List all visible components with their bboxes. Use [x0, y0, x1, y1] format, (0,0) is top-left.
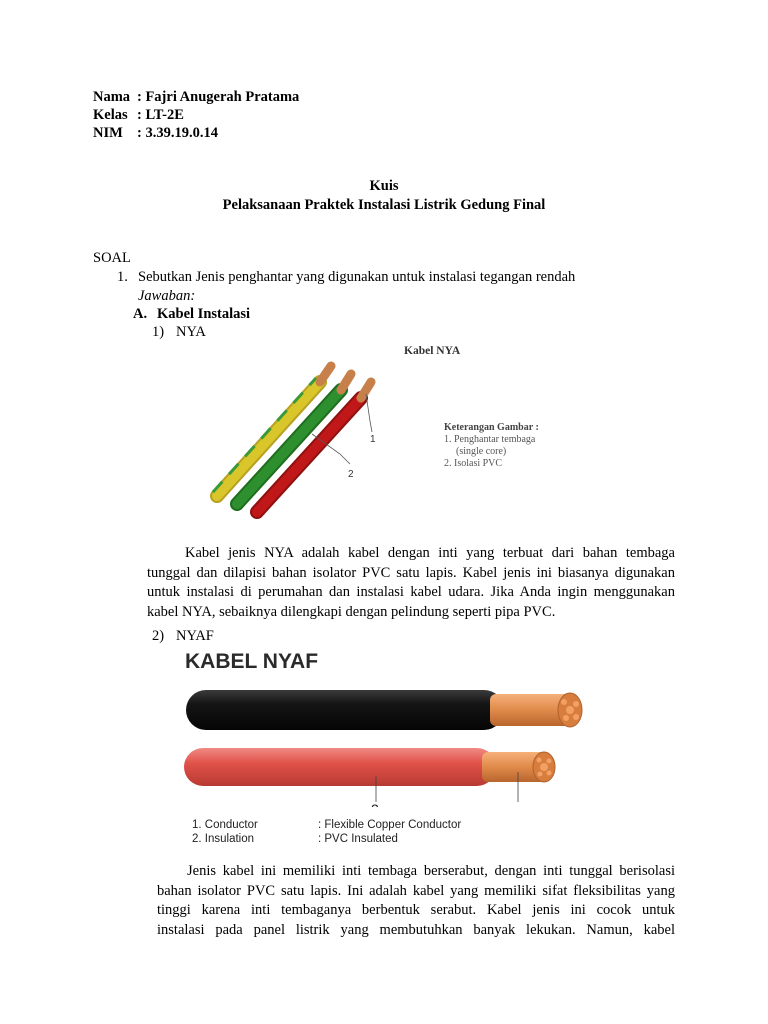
nya-description [147, 544, 675, 622]
soal-heading: SOAL [93, 250, 131, 266]
kelas-label: Kelas [93, 107, 128, 123]
nyaf-cable-black [186, 690, 582, 730]
title-subject: Pelaksanaan Praktek Instalasi Listrik Gedung Final [222, 197, 546, 213]
nyaf-banner-title: KABEL NYAF [185, 650, 319, 673]
nama-label: Nama [93, 89, 131, 105]
nyaf-para-line-2: bahan isolator PVC satu lapis. Ini adalah kabel yang memiliki sifat fleksibilitas yang [157, 882, 675, 899]
nyaf-cable-red [184, 748, 555, 786]
kabel-nyaf-figure [180, 644, 600, 850]
nya-number: 1) [152, 324, 165, 340]
kabel-nya-figure [200, 336, 560, 532]
kelas-value: : LT-2E [137, 107, 184, 123]
nyaf-description [157, 862, 675, 940]
nya-cable-red [257, 382, 371, 512]
nya-para-line-1: Kabel jenis NYA adalah kabel dengan inti yang terbuat dari bahan tembaga [185, 545, 675, 561]
section-a-letter: A. [133, 306, 148, 322]
nya-callout-1: 1 [370, 434, 376, 445]
nyaf-para-line-1: Jenis kabel ini memiliki inti tembaga berserabut, dengan inti tunggal berisolasi [187, 863, 675, 879]
jawaban-label: Jawaban: [138, 288, 196, 304]
nya-legend-title: Keterangan Gambar : [444, 422, 539, 433]
nyaf-title: NYAF [176, 628, 214, 644]
nya-para-line-3: untuk instalasi di perumahan dan instalasi kabel udara. Jika Anda ingin menggunakan [147, 584, 675, 600]
nya-legend-1b: (single core) [456, 446, 507, 457]
nyaf-legend-conductor: 1. Conductor [192, 819, 258, 831]
header-nama [93, 89, 299, 106]
nya-legend-2: 2. Isolasi PVC [444, 458, 503, 469]
nya-para-line-2: tunggal dan dilapisi bahan isolator PVC satu lapis. Kabel jenis ini biasanya digunakan [147, 564, 675, 581]
question-1-number: 1. [117, 269, 128, 285]
nya-legend-1: 1. Penghantar tembaga [444, 434, 536, 445]
nim-value: : 3.39.19.0.14 [137, 125, 218, 141]
nya-cable-yellow [213, 366, 331, 496]
nim-label: NIM [93, 125, 123, 141]
nyaf-legend-insulation-desc: : PVC Insulated [318, 833, 398, 845]
nyaf-number: 2) [152, 628, 165, 644]
nyaf-legend-insulation: 2. Insulation [192, 833, 255, 845]
header-nim [93, 125, 218, 142]
nya-figure-title: Kabel NYA [404, 345, 461, 357]
nyaf-para-line-4: instalasi pada panel listrik yang membutuhkan banyak lekukan. Namun, kabel [157, 921, 675, 938]
section-a-title: Kabel Instalasi [157, 306, 251, 322]
nama-value: : Fajri Anugerah Pratama [137, 89, 300, 105]
nya-cable-green [237, 374, 351, 504]
nyaf-legend-conductor-desc: : Flexible Copper Conductor [318, 819, 462, 831]
nya-callout-2: 2 [348, 469, 354, 480]
question-1-text: Sebutkan Jenis penghantar yang digunakan untuk instalasi tegangan rendah [138, 269, 576, 285]
title-kuis: Kuis [369, 178, 399, 194]
nya-para-line-4: kabel NYA, sebaiknya dilengkapi dengan pelindung seperti pipa PVC. [147, 603, 556, 620]
nya-title: NYA [176, 324, 206, 340]
nyaf-para-line-3: tinggi karena inti tembaganya berbentuk serabut. Kabel jenis ini cocok untuk [157, 902, 675, 918]
header-kelas [93, 107, 184, 124]
